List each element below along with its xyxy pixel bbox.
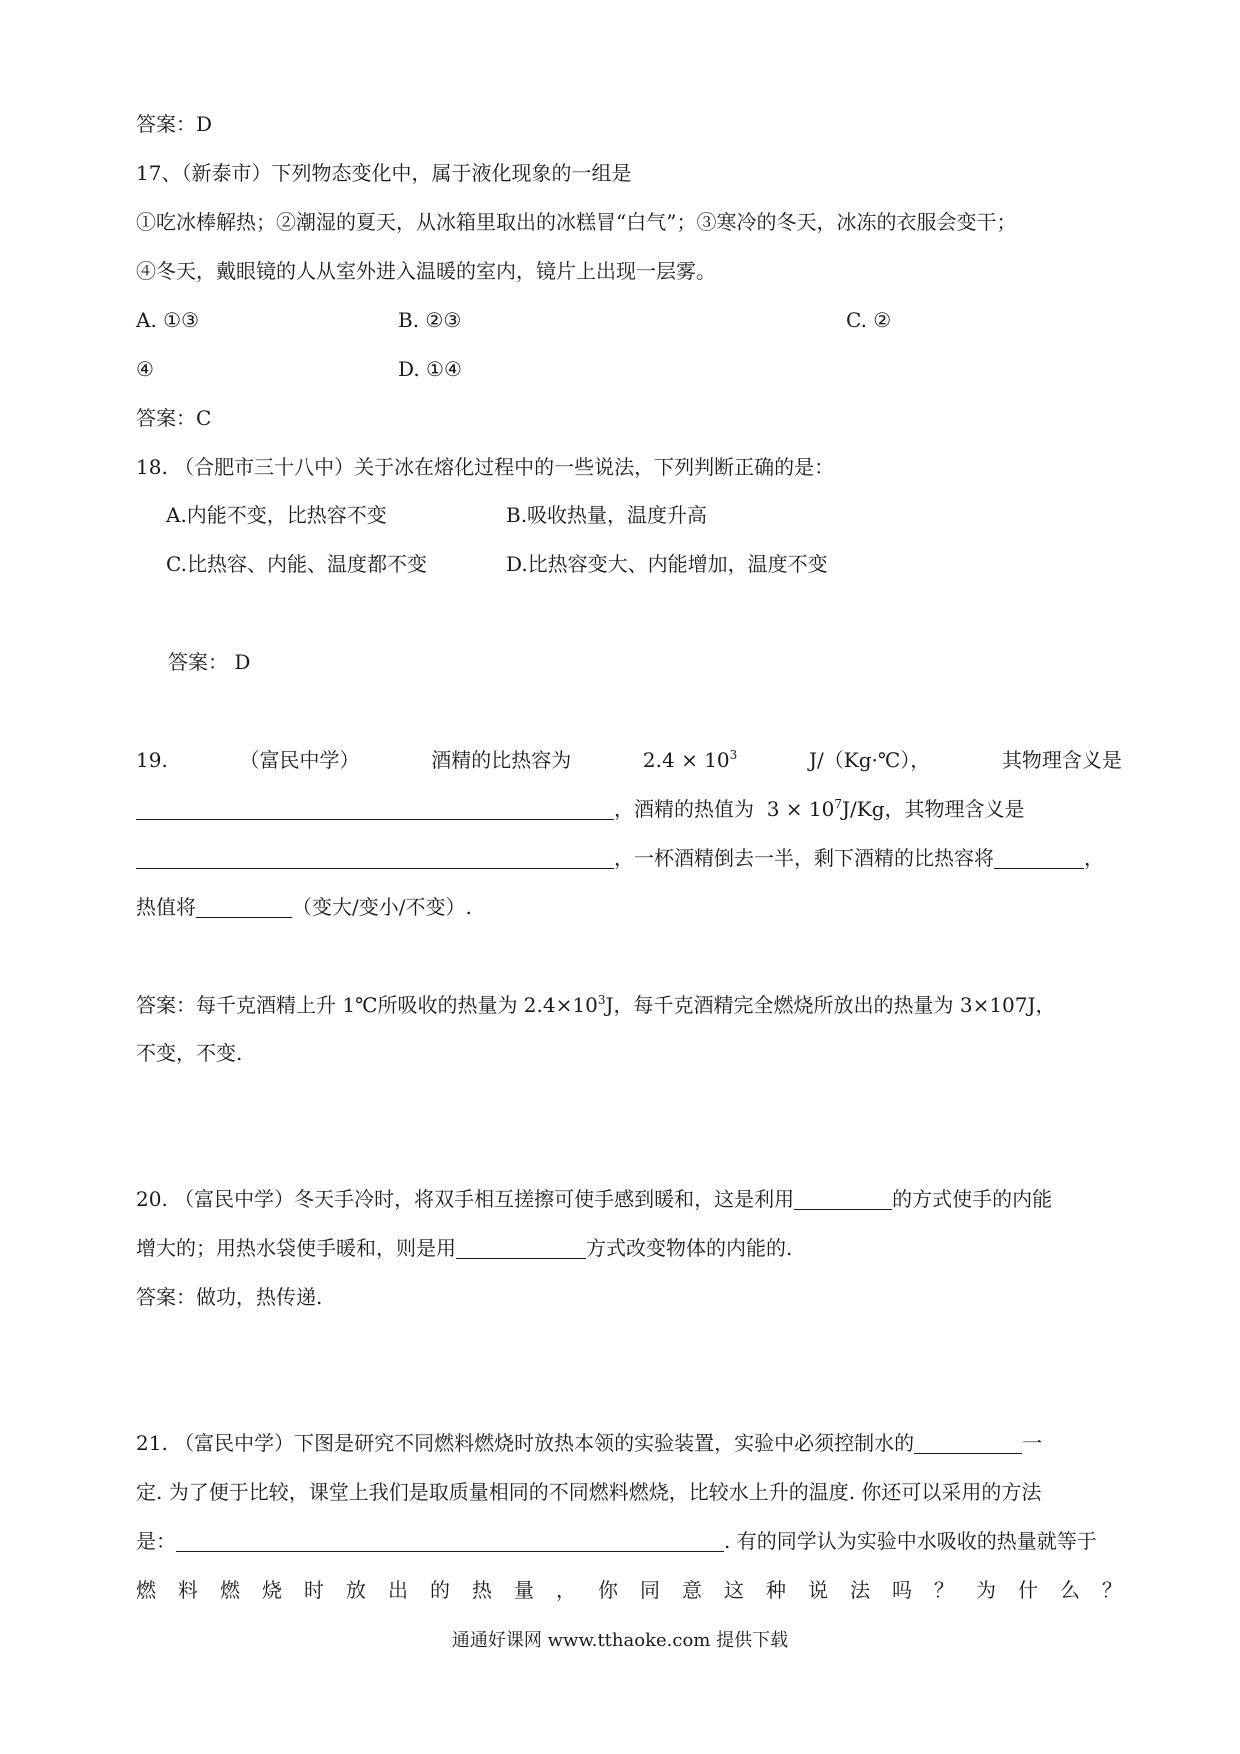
q21-line4-char: 你	[598, 1578, 618, 1602]
q21-line4-char: 种	[766, 1578, 786, 1602]
q21-blank-1[interactable]	[914, 1433, 1022, 1454]
q21-line4-char: 什	[1018, 1578, 1038, 1602]
q18-option-c: C.比热容、内能、温度都不变	[166, 552, 427, 576]
q21-line4-char: ？	[1102, 1578, 1122, 1602]
q19-line4: 热值将 （变大/变小/不变）.	[136, 895, 472, 919]
q21-line4	[136, 1577, 1122, 1603]
q21-line4-char: 出	[388, 1578, 408, 1602]
q21-line4-char: 烧	[262, 1578, 282, 1602]
q21-line4-char: 么	[1060, 1578, 1080, 1602]
q21-line3: 是： . 有的同学认为实验中水吸收的热量就等于	[136, 1529, 1097, 1553]
q17-line2: ④冬天，戴眼镜的人从室外进入温暖的室内，镜片上出现一层雾。	[136, 259, 716, 283]
q20-line1: 20. （富民中学）冬天手冷时，将双手相互搓擦可使手感到暖和，这是利用 的方式使手的内能	[136, 1187, 1053, 1211]
q17-option-c: C. ②	[846, 308, 892, 332]
q21-line4-char: 燃	[136, 1578, 156, 1602]
q18-option-b: B.吸收热量，温度升高	[506, 503, 708, 527]
q21-line2: 定. 为了便于比较，课堂上我们是取质量相同的不同燃料燃烧，比较水上升的温度. 你还可以采用的方法	[136, 1480, 1042, 1504]
q17-option-b: B. ②③	[398, 308, 462, 332]
answer-17: 答案：C	[136, 406, 212, 430]
q19-number: 19.	[136, 748, 168, 772]
q21-line4-char: 同	[640, 1578, 660, 1602]
q21-line4-char: 料	[178, 1578, 198, 1602]
q19-source: （富民中学）	[239, 748, 360, 772]
answer-19-line2: 不变，不变.	[136, 1041, 243, 1065]
q17-option-c-continued: ④	[136, 357, 154, 381]
q21-line4-char: 法	[850, 1578, 870, 1602]
q21-line4-char: 时	[304, 1578, 324, 1602]
q21-line4-char: ，	[556, 1578, 576, 1602]
q18-option-a: A.内能不变，比热容不变	[166, 503, 387, 527]
q21-line4-char: 量	[514, 1578, 534, 1602]
answer-16: 答案：D	[136, 112, 213, 136]
q21-line4-char: 意	[682, 1578, 702, 1602]
q21-line4-char: 说	[808, 1578, 828, 1602]
q17-option-d: D. ①④	[398, 357, 462, 381]
q17-option-a: A. ①③	[136, 308, 200, 332]
answer-19-line1: 答案：每千克酒精上升 1℃所吸收的热量为 $2.4\times 10^3J$，每千克酒精完全燃烧所放出的热量为 3×107J，	[136, 993, 1056, 1017]
footer-source: 通通好课网 www.tthaoke.com 提供下载	[451, 1630, 789, 1651]
q21-line4-char: 为	[976, 1578, 996, 1602]
q19-blank-4[interactable]	[196, 897, 292, 918]
q19-text-b: 其物理含义是	[1001, 748, 1122, 772]
q21-line4-char: 吗	[892, 1578, 912, 1602]
q21-line4-char: 放	[346, 1578, 366, 1602]
q19-blank-2[interactable]	[136, 848, 614, 869]
q21-line4-char: 热	[472, 1578, 492, 1602]
q21-line4-char: 燃	[220, 1578, 240, 1602]
q18-option-d: D.比热容变大、内能增加，温度不变	[506, 552, 828, 576]
answer-18: 答案： D	[168, 650, 251, 674]
q21-blank-2[interactable]	[176, 1531, 724, 1552]
q20-blank-1[interactable]	[794, 1189, 892, 1210]
q19-value: $2.4 \times 10^3$	[642, 748, 738, 772]
q18-stem: 18. （合肥市三十八中）关于冰在熔化过程中的一些说法，下列判断正确的是：	[136, 455, 835, 479]
q21-line4-char: ？	[934, 1578, 954, 1602]
q19-unit: J/（Kg·℃），	[809, 748, 931, 772]
q21-line1: 21. （富民中学）下图是研究不同燃料燃烧时放热本领的实验装置，实验中必须控制水的 一	[136, 1431, 1043, 1455]
q19-line3: ，一杯酒精倒去一半，剩下酒精的比热容将 ，	[136, 845, 1104, 871]
q19-blank-1[interactable]	[136, 799, 614, 820]
q20-blank-2[interactable]	[456, 1238, 586, 1259]
q21-line4-char: 这	[724, 1578, 744, 1602]
q21-line4-char: 的	[430, 1578, 450, 1602]
q19-blank-3[interactable]	[994, 848, 1084, 869]
q19-line2: ，酒精的热值为 $3 \times 10^7J/Kg$，其物理含义是	[136, 796, 1025, 822]
q19-text-a: 酒精的比热容为	[431, 748, 572, 772]
q17-line1: ①吃冰棒解热；②潮湿的夏天，从冰箱里取出的冰糕冒“白气”；③寒冷的冬天，冰冻的衣服会变干；	[136, 210, 1017, 234]
q19-line1	[136, 747, 1122, 773]
q17-stem: 17、（新泰市）下列物态变化中，属于液化现象的一组是	[136, 161, 632, 185]
answer-20: 答案：做功，热传递.	[136, 1285, 323, 1309]
q20-line2: 增大的；用热水袋使手暖和，则是用 方式改变物体的内能的.	[136, 1236, 793, 1260]
